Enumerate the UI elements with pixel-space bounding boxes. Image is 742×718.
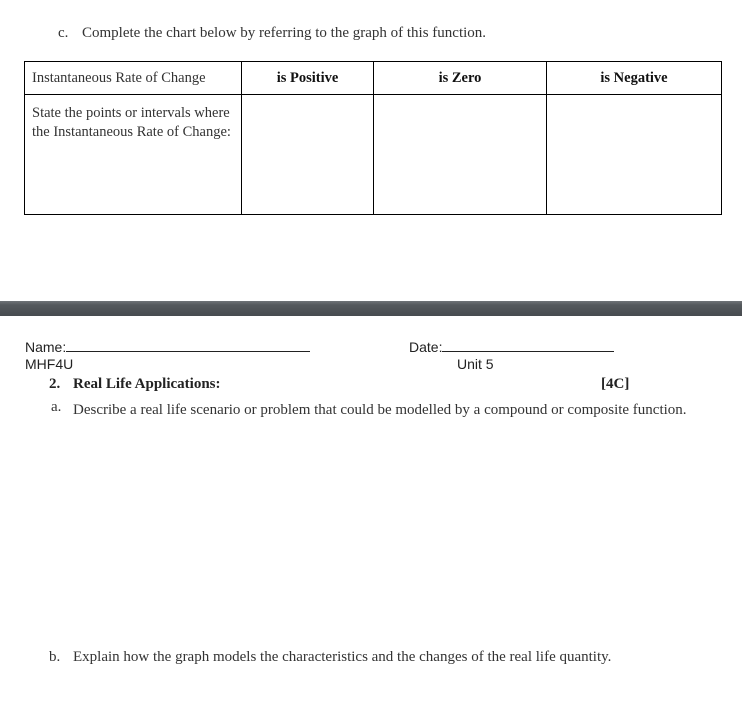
chart-header-row xyxy=(25,62,722,95)
chart-answer-negative-cell[interactable] xyxy=(547,95,722,215)
question-2b-text: Explain how the graph models the characteristics and the changes of the real life quantity. xyxy=(73,649,612,665)
question-2-number: 2. xyxy=(49,376,61,392)
name-blank[interactable] xyxy=(66,336,310,352)
chart-header-zero: is Zero xyxy=(374,62,547,95)
chart-header-negative: is Negative xyxy=(547,62,722,95)
date-blank[interactable] xyxy=(442,336,614,352)
part-c-text: Complete the chart below by referring to the graph of this function. xyxy=(82,25,487,41)
part-c-label: c. xyxy=(58,25,69,41)
chart-row-prompt: State the points or intervals where the Instantaneous Rate of Change: xyxy=(25,95,242,215)
name-label: Name: xyxy=(25,339,67,355)
rate-of-change-chart xyxy=(24,61,722,215)
chart-header-rate: Instantaneous Rate of Change xyxy=(25,62,242,95)
question-2-title: Real Life Applications: xyxy=(73,376,221,392)
question-2b-label: b. xyxy=(49,649,61,665)
question-2-marks: [4C] xyxy=(601,376,630,392)
name-field xyxy=(25,336,310,355)
chart-header-positive: is Positive xyxy=(242,62,374,95)
page-divider xyxy=(0,301,742,316)
part-c-instruction xyxy=(58,25,486,42)
course-code: MHF4U xyxy=(25,356,74,372)
question-2a-label: a. xyxy=(51,399,62,415)
chart-answer-row xyxy=(25,95,722,215)
date-field xyxy=(409,336,614,355)
date-label: Date: xyxy=(409,339,443,355)
chart-answer-zero-cell[interactable] xyxy=(374,95,547,215)
unit-label: Unit 5 xyxy=(457,356,494,372)
chart-answer-positive-cell[interactable] xyxy=(242,95,374,215)
question-2a-text: Describe a real life scenario or problem that could be modelled by a compound or composite function. xyxy=(73,402,687,418)
